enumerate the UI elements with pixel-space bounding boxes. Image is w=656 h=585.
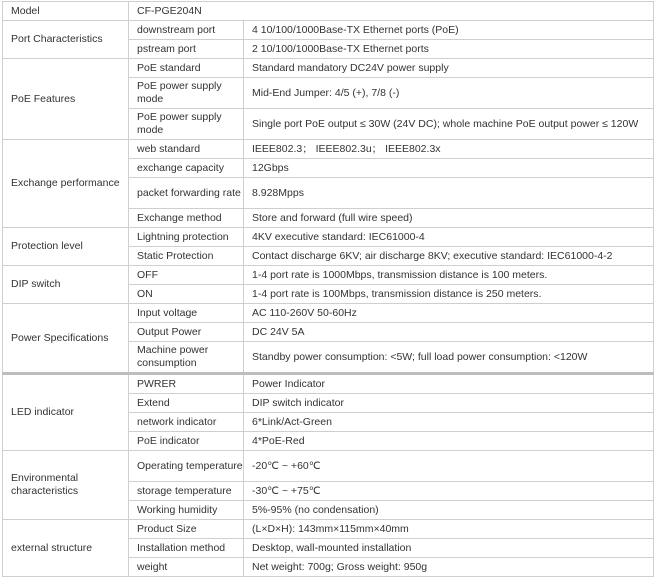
spec-name: PoE indicator (129, 432, 244, 451)
spec-value: Power Indicator (244, 374, 654, 394)
spec-name: storage temperature (129, 482, 244, 501)
category-cell: Exchange performance (3, 140, 129, 228)
spec-name: ON (129, 285, 244, 304)
spec-value: DIP switch indicator (244, 394, 654, 413)
spec-name: Operating temperature (129, 451, 244, 482)
spec-name: downstream port (129, 21, 244, 40)
spec-name: Machine power consumption (129, 342, 244, 374)
spec-value: Standby power consumption: <5W; full load power consumption: <120W (244, 342, 654, 374)
spec-value: AC 110-260V 50-60Hz (244, 304, 654, 323)
spec-name: PoE standard (129, 59, 244, 78)
spec-value: 6*Link/Act-Green (244, 413, 654, 432)
spec-name: pstream port (129, 40, 244, 59)
spec-value: 1-4 port rate is 100Mbps, transmission distance is 250 meters. (244, 285, 654, 304)
spec-value: Standard mandatory DC24V power supply (244, 59, 654, 78)
spec-value: DC 24V 5A (244, 323, 654, 342)
spec-row (3, 140, 654, 159)
spec-name: exchange capacity (129, 159, 244, 178)
spec-row (3, 266, 654, 285)
spec-value: Mid-End Jumper: 4/5 (+), 7/8 (-) (244, 78, 654, 109)
spec-value: IEEE802.3； IEEE802.3u； IEEE802.3x (244, 140, 654, 159)
spec-row (3, 451, 654, 482)
model-row (3, 2, 654, 21)
spec-name: PoE power supply mode (129, 109, 244, 140)
spec-row (3, 374, 654, 394)
spec-value: 1-4 port rate is 1000Mbps, transmission distance is 100 meters. (244, 266, 654, 285)
spec-row (3, 520, 654, 539)
category-cell: external structure (3, 520, 129, 577)
category-cell: Protection level (3, 228, 129, 266)
model-value: CF-PGE204N (129, 2, 654, 21)
spec-value: Net weight: 700g; Gross weight: 950g (244, 558, 654, 577)
spec-value: -30℃ ~ +75℃ (244, 482, 654, 501)
spec-name: PoE power supply mode (129, 78, 244, 109)
category-cell: Environmental characteristics (3, 451, 129, 520)
category-cell: DIP switch (3, 266, 129, 304)
category-cell: Power Specifications (3, 304, 129, 374)
spec-value: 2 10/100/1000Base-TX Ethernet ports (244, 40, 654, 59)
spec-name: PWRER (129, 374, 244, 394)
category-cell: LED indicator (3, 374, 129, 451)
spec-value: 8.928Mpps (244, 178, 654, 209)
spec-value: 5%-95% (no condensation) (244, 501, 654, 520)
spec-value: 4KV executive standard: IEC61000-4 (244, 228, 654, 247)
spec-value: Single port PoE output ≤ 30W (24V DC); whole machine PoE output power ≤ 120W (244, 109, 654, 140)
spec-value: 4*PoE-Red (244, 432, 654, 451)
spec-name: Lightning protection (129, 228, 244, 247)
spec-value: -20℃ ~ +60℃ (244, 451, 654, 482)
category-cell: PoE Features (3, 59, 129, 140)
spec-value: Desktop, wall-mounted installation (244, 539, 654, 558)
spec-row (3, 21, 654, 40)
spec-table (2, 1, 654, 577)
spec-name: network indicator (129, 413, 244, 432)
spec-name: Static Protection (129, 247, 244, 266)
spec-row (3, 59, 654, 78)
spec-name: weight (129, 558, 244, 577)
spec-name: OFF (129, 266, 244, 285)
spec-row (3, 304, 654, 323)
spec-value: (L×D×H): 143mm×115mm×40mm (244, 520, 654, 539)
model-label: Model (3, 2, 129, 21)
spec-name: packet forwarding rate (129, 178, 244, 209)
spec-name: Exchange method (129, 209, 244, 228)
spec-value: Contact discharge 6KV; air discharge 8KV; executive standard: IEC61000-4-2 (244, 247, 654, 266)
spec-value: Store and forward (full wire speed) (244, 209, 654, 228)
category-cell: Port Characteristics (3, 21, 129, 59)
spec-name: web standard (129, 140, 244, 159)
spec-row (3, 228, 654, 247)
spec-name: Working humidity (129, 501, 244, 520)
spec-name: Output Power (129, 323, 244, 342)
spec-value: 4 10/100/1000Base-TX Ethernet ports (PoE) (244, 21, 654, 40)
spec-name: Input voltage (129, 304, 244, 323)
spec-value: 12Gbps (244, 159, 654, 178)
spec-name: Installation method (129, 539, 244, 558)
spec-name: Product Size (129, 520, 244, 539)
spec-name: Extend (129, 394, 244, 413)
